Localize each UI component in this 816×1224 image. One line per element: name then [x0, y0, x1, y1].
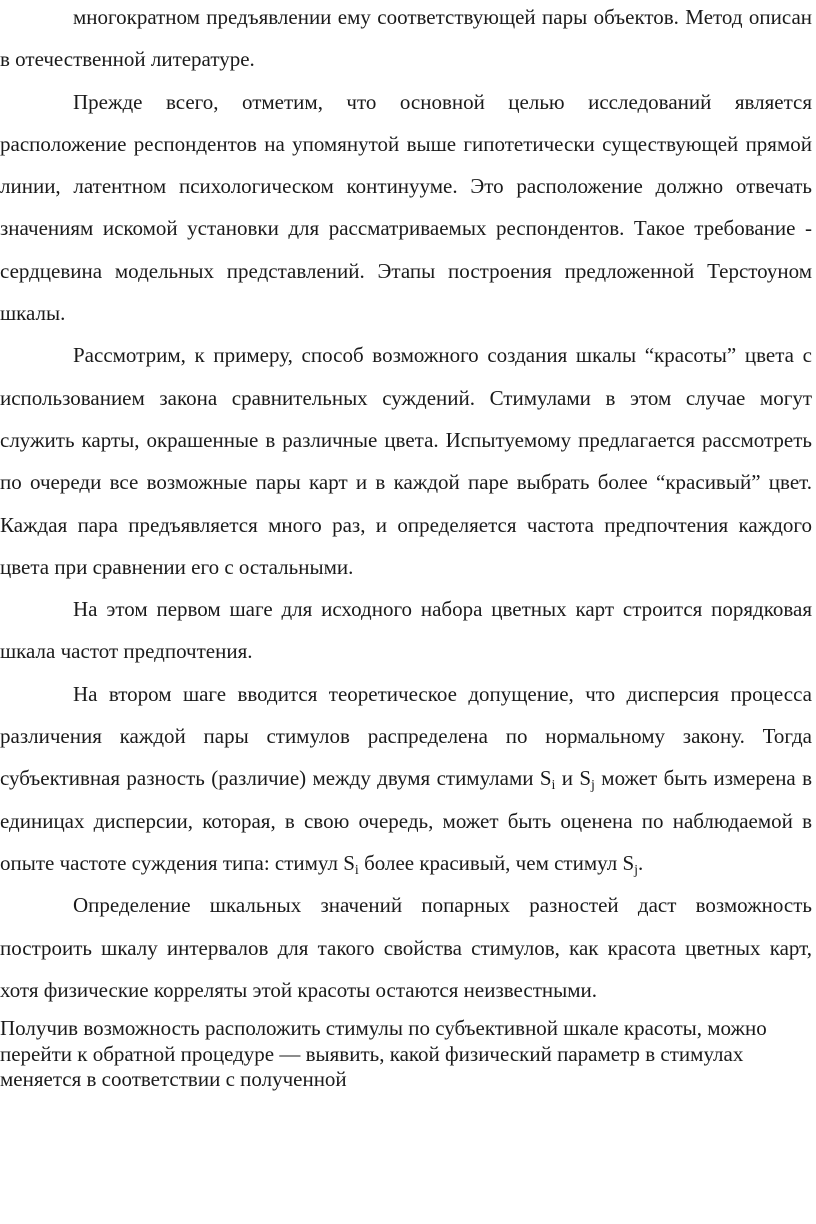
subscript-i: i: [551, 778, 556, 794]
subscript-j: j: [591, 778, 595, 794]
subscript-j: j: [634, 862, 639, 878]
second-step-text-4: более красивый, чем стимул S: [358, 850, 635, 875]
paragraph-first-step: На этом первом шаге для исходного набора цветных карт строится порядковая шкала частот предпочтения.: [0, 597, 812, 664]
second-step-text-2: и S: [555, 766, 592, 791]
second-step-text-5: .: [638, 850, 644, 875]
paragraph-interval-scale: Определение шкальных значений попарных разностей даст возможность построить шкалу интервалов для такого свойства стимулов, как красота цветных карт, хотя физические корреляты этой красоты остаются неизвестными.: [0, 893, 812, 1002]
second-step-text-3: может быть измерена в единицах дисперсии, которая, в свою очередь, может быть оценена по наблюдаемой в опыте частоте суждения типа: стимул S: [0, 766, 813, 875]
paragraph-continuation: многократном предъявлении ему соответствующей пары объектов. Метод описан в отечественной литературе.: [0, 5, 812, 72]
paragraph-tail: Получив возможность расположить стимулы по субъективной шкале красоты, можно перейти к обратной процедуре — выявить, какой физический параметр в стимулах меняется в соответствии с полученной: [0, 1016, 767, 1092]
paragraph-second-step: [0, 673, 812, 884]
subscript-i: i: [354, 862, 359, 878]
paragraph-color-example: Рассмотрим, к примеру, способ возможного создания шкалы “красоты” цвета с использованием закона сравнительных суждений. Стимулами в этом случае могут служить карты, окрашенные в различные цвета. Испытуемому предлагается рассмотреть по очереди все возможные пары карт и в каждой паре выбрать более “красивый” цвет. Каждая пара предъявляется много раз, и определяется частота предпочтения каждого цвета при сравнении его с остальными.: [0, 343, 812, 579]
paragraph-research-goal: Прежде всего, отметим, что основной целью исследований является расположение респондентов на упомянутой выше гипотетически существующей прямой линии, латентном психологическом континууме. Это расположение должно отвечать значениям искомой установки для рассматриваемых респондентов. Такое требование - сердцевина модельных представлений. Этапы построения предложенной Терстоуном шкалы.: [0, 89, 812, 326]
second-step-text-1: На втором шаге вводится теоретическое допущение, что дисперсия процесса различения каждой пары стимулов распределена по нормальному закону. Тогда субъективная разность (различие) между двумя стимулами S: [0, 681, 812, 791]
